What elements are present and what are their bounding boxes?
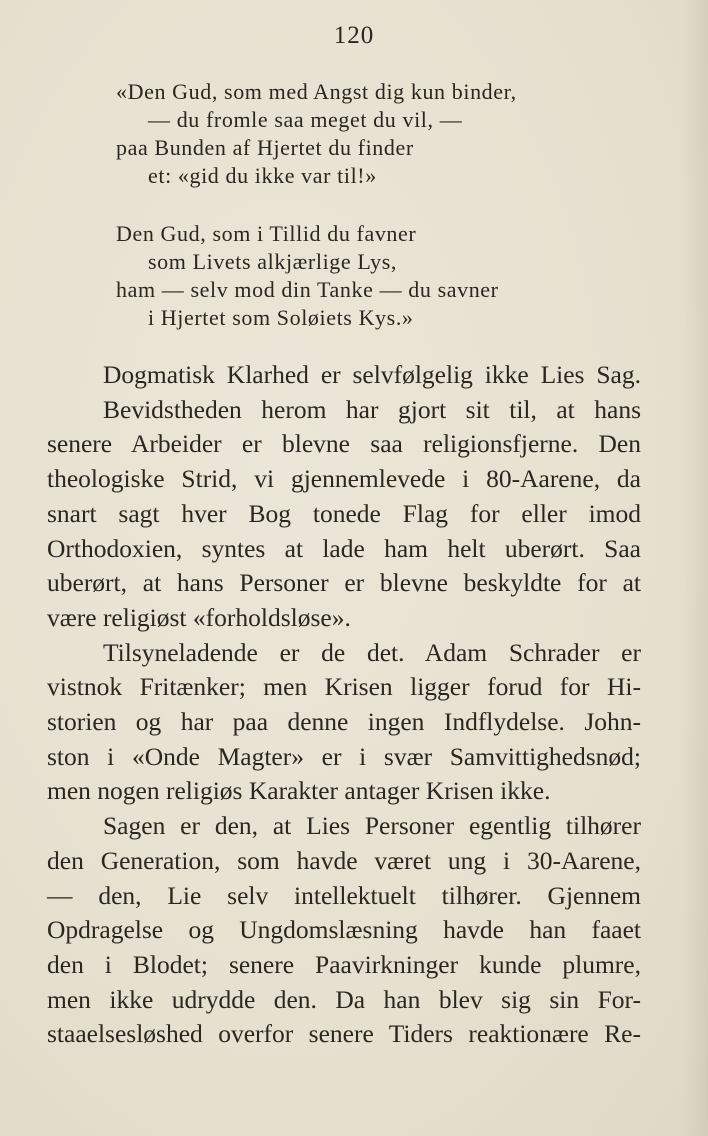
text-line: snart sagt hver Bog tonede Flag for eller imod xyxy=(47,498,641,528)
text-line: theologiske Strid, vi gjennemlevede i 80-Aarene, da xyxy=(47,464,641,494)
text-line: være religiøst «forholdsløse». xyxy=(47,602,351,632)
poem-line: i Hjertet som Soløiets Kys.» xyxy=(148,305,414,330)
page-number: 120 xyxy=(333,22,375,49)
poem-line: — du fromle saa meget du vil, — xyxy=(148,107,463,132)
page-edge-shadow xyxy=(682,0,708,1136)
text-line: ston i «Onde Magter» er i svær Samvittighedsnød; xyxy=(47,741,641,771)
text-line: den i Blodet; senere Paavirkninger kunde plumre, xyxy=(47,949,641,979)
poem-line: «Den Gud, som med Angst dig kun binder, xyxy=(116,79,517,104)
text-line: Dogmatisk Klarhed er selvfølgelig ikke Lies Sag. xyxy=(103,360,641,389)
text-line: Tilsyneladende er de det. Adam Schrader er xyxy=(103,637,641,667)
text-line: — den, Lie selv intellektuelt tilhører. Gjennem xyxy=(47,880,641,910)
text-line: Opdragelse og Ungdomslæsning havde han faaet xyxy=(47,915,641,945)
text-line: den Generation, som havde været ung i 30-Aarene, xyxy=(47,845,641,875)
text-line: uberørt, at hans Personer er blevne beskyldte for at xyxy=(47,568,641,598)
poem-line: paa Bunden af Hjertet du finder xyxy=(116,135,414,160)
text-line: Sagen er den, at Lies Personer egentlig tilhører xyxy=(103,811,641,841)
text-line: storien og har paa denne ingen Indflydelse. John- xyxy=(47,707,641,736)
poem-line: et: «gid du ikke var til!» xyxy=(148,163,377,188)
body-text xyxy=(47,358,641,1058)
poem-line: ham — selv mod din Tanke — du savner xyxy=(116,277,499,302)
poem-line: Den Gud, som i Tillid du favner xyxy=(116,221,417,246)
text-line: Bevidstheden herom har gjort sit til, at hans xyxy=(103,394,641,424)
text-line: Orthodoxien, syntes at lade ham helt uberørt. Saa xyxy=(47,533,641,563)
text-line: men ikke udrydde den. Da han blev sig sin For- xyxy=(47,984,641,1014)
text-line: men nogen religiøs Karakter antager Krisen ikke. xyxy=(47,776,551,806)
text-line: staaelsesløshed overfor senere Tiders reaktionære Re- xyxy=(47,1019,641,1049)
text-line: vistnok Fritænker; men Krisen ligger forud for Hi- xyxy=(47,672,641,702)
text-line: senere Arbeider er blevne saa religionsfjerne. Den xyxy=(47,429,641,459)
poem-line: som Livets alkjærlige Lys, xyxy=(148,249,398,274)
